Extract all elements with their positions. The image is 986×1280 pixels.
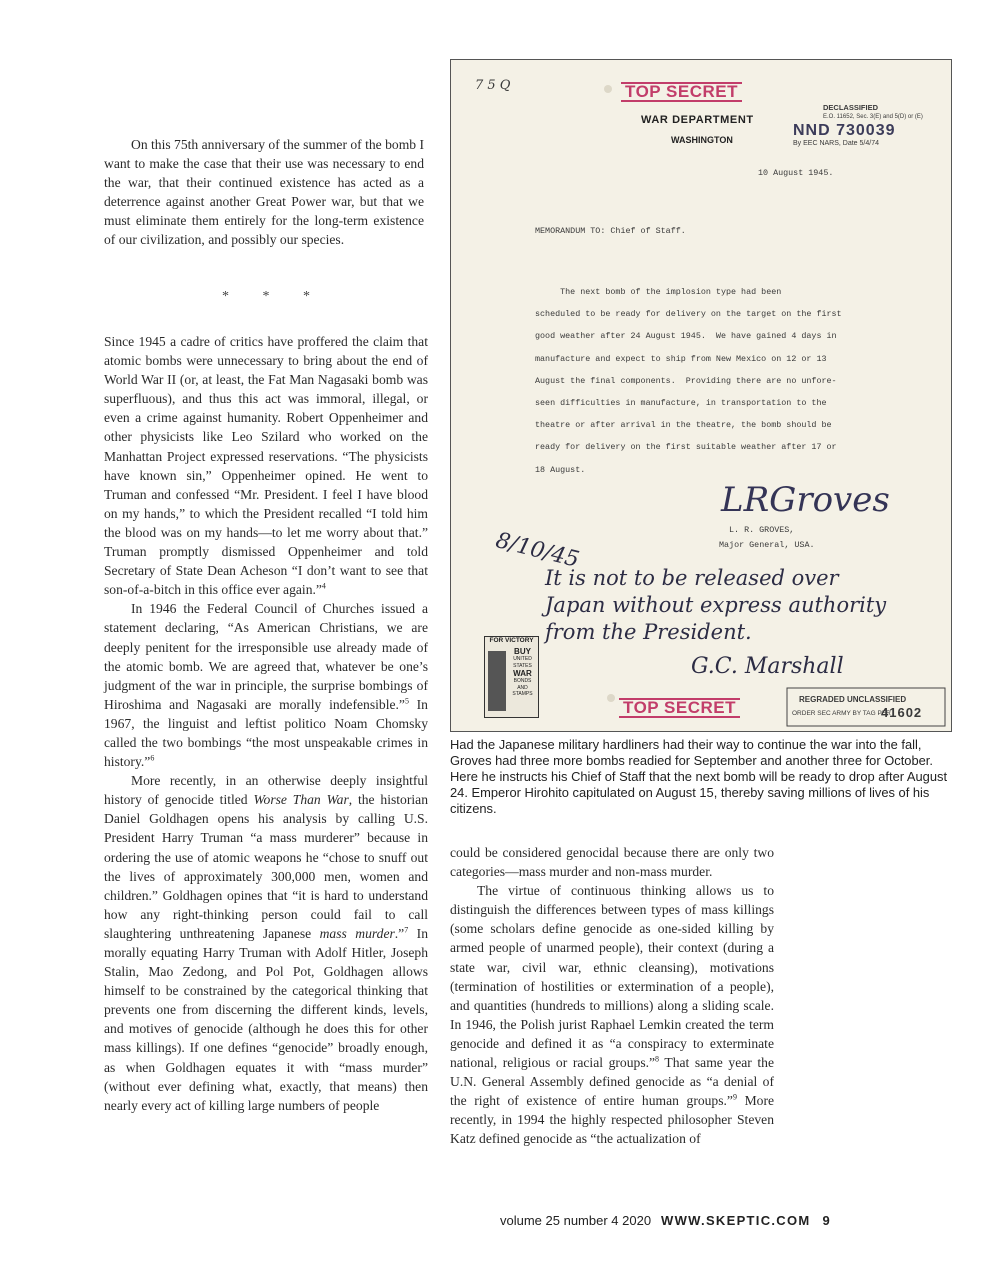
footnote-ref: 8 xyxy=(655,1054,660,1064)
top-secret-stamp-bottom: TOP SECRET xyxy=(619,698,740,718)
paragraph: could be considered genocidal because there are only two categories—mass murder and non-mass murder. xyxy=(450,845,774,880)
memo-to: MEMORANDUM TO: Chief of Staff. xyxy=(535,226,686,236)
department-heading: WAR DEPARTMENT xyxy=(641,114,754,126)
document-scan xyxy=(450,59,952,732)
signature-name: L. R. GROVES, xyxy=(729,525,795,535)
poster-line: STAMPS xyxy=(512,691,533,697)
paragraph xyxy=(104,332,428,599)
war-bonds-poster xyxy=(484,636,539,718)
issue-info: volume 25 number 4 2020 xyxy=(500,1213,652,1228)
handwritten-date: 8/10/45 xyxy=(493,528,582,573)
poster-line: BONDS xyxy=(513,678,532,684)
paragraph-text: More recently, in an otherwise deeply insightful history of genocide titled xyxy=(104,773,428,808)
declassified-label: DECLASSIFIED xyxy=(823,103,879,112)
section-separator xyxy=(222,289,340,305)
poster-line: BUY xyxy=(514,647,531,656)
paragraph-text: In morally equating Harry Truman with Adolf Hitler, Joseph Stalin, Mao Zedong, and Pol Pot, Goldhagen allows himself to be constrained by the categorical thinking that prevents one from discerning the different kinds, levels, and motives of genocide (although he does this for other mass killings). xyxy=(104,925,428,1056)
footnote-ref: 7 xyxy=(404,925,409,935)
separator-star: * xyxy=(222,289,229,304)
page-number: 9 xyxy=(822,1213,830,1228)
top-secret-stamp: TOP SECRET xyxy=(621,82,742,102)
by-line: By EEC NARS, Date 5/4/74 xyxy=(793,140,879,147)
footnote-ref: 5 xyxy=(404,696,409,706)
intro-paragraph xyxy=(104,135,424,250)
document-date: 10 August 1945. xyxy=(758,168,834,178)
poster-line: FOR VICTORY xyxy=(489,637,534,644)
footnote-ref: 9 xyxy=(732,1092,737,1102)
marshall-signature: G.C. Marshall xyxy=(691,654,844,679)
paragraph-text: The virtue of continuous thinking allows us to distinguish the differences between types of mass killings (some scholars define genocide as one-sided killing by armed people of unarmed people), their context (during a state war, civil war, ethnic cleansing), motivations (termination of hostilities or extermination of a people), and quantities (hundreds to millions) along a sliding scale. In 1946, the Polish jurist Raphael Lemkin created the term genocide and defined it as “a conspiracy to exterminate national, religious or racial groups.” xyxy=(450,883,774,1071)
paragraph-text: If one defines “genocide” broadly enough, as when Goldhagen equates it with “mass murder” (without ever defining what, exactly, that means) then nearly every act of killing large numbers of people xyxy=(104,1040,428,1113)
paragraph xyxy=(450,881,774,1148)
eo-line: E.O. 11652, Sec. 3(E) and 5(D) or (E) xyxy=(823,114,923,120)
soldier-figure xyxy=(488,651,506,711)
paragraph-text: Since 1945 a cadre of critics have proffered the claim that atomic bombs were unnecessary to bring about the end of World War II (or, at least, the Fat Man Nagasaki bomb was superfluous), and thus this act was immoral, illegal, or even a crime against humanity. Robert Oppenheimer and other physicists like Leo Szilard who worked on the Manhattan Project expressed reservations. “The physicists have known sin,” Oppenheimer opined. He went to Truman and confessed “Mr. President. I feel I have blood on my hands,” to which the President recalled “I told him the blood was on my hands—to let me worry about that.” Truman promptly dismissed Oppenheimer and told Secretary of State Dean Acheson “I don’t want to see that son-of-a-bitch in this office ever again.” xyxy=(104,334,428,598)
city-heading: WASHINGTON xyxy=(671,135,733,145)
quote-close: .” xyxy=(394,925,405,941)
footnote-ref: 4 xyxy=(321,581,326,591)
groves-signature: LRGroves xyxy=(721,480,890,520)
poster-line: WAR xyxy=(513,669,532,678)
paragraph xyxy=(104,599,428,771)
footnote-ref: 6 xyxy=(150,753,155,763)
left-column xyxy=(104,332,428,1115)
separator-star: * xyxy=(262,289,270,304)
handwritten-note: It is not to be released over Japan without express authority from the President. xyxy=(545,566,887,644)
paragraph xyxy=(104,771,428,1115)
nnd-number: NND 730039 xyxy=(793,122,896,139)
paragraph-text: More recently, in 1994 the highly respected philosopher Steven Katz defined genocide as “the actualization of xyxy=(450,1093,775,1147)
order-line: ORDER SEC ARMY BY TAG PER xyxy=(792,710,891,717)
emphasis: mass murder xyxy=(319,925,395,941)
site-link[interactable]: WWW.SKEPTIC.COM xyxy=(661,1213,811,1228)
poster-line: AND xyxy=(517,684,528,691)
memo-body: The next bomb of the implosion type had been scheduled to be ready for delivery on the target on the first good weather after 24 August 1945. We have gained 4 days in manufacture and expect to ship from New Mexico on 12 or 13 August the final components. Providing there are no unfore- seen difficulties in manufacture, in transportation to the theatre or after arrival in the theatre, the bomb should be ready for delivery on the first suitable weather after 17 or 18 August. xyxy=(535,287,842,475)
intro-text: On this 75th anniversary of the summer of the bomb I want to make the case that their use was necessary to end the war, that their continued existence has acted as a deterrence against another Great Power war, but that we must eliminate them entirely for the long-term existence of our civilization, and possibly our species. xyxy=(104,137,424,248)
order-number: 41602 xyxy=(881,705,923,720)
paragraph-text: In 1946 the Federal Council of Churches issued a statement declaring, “As American Christians, we are deeply penitent for the irresponsible use already made of the atomic bomb. We are agreed that, whatever be one’s judgment of the war in principle, the surprise bombings of Hiroshima and Nagasaki are morally indefensible.” xyxy=(104,601,428,712)
book-title: Worse Than War xyxy=(253,792,349,808)
regraded-label: REGRADED UNCLASSIFIED xyxy=(799,695,907,704)
page-footer xyxy=(500,1213,830,1228)
corner-mark: 7 5 Q xyxy=(475,78,511,93)
signature-title: Major General, USA. xyxy=(719,540,815,550)
image-caption: Had the Japanese military hardliners had their way to continue the war into the fall, Groves had three more bombs readied for September and another three for October. Here he instructs his Chief of Staff that the next bomb will be ready to drop after August 24. Emperor Hirohito capitulated on August 15, thereby saving millions of lives of his citizens. xyxy=(450,737,948,816)
paragraph-text: That same year the U.N. General Assembly defined genocide as “a denial of the right of existence of entire human groups.” xyxy=(450,1055,774,1109)
paragraph-text: , the historian Daniel Goldhagen opens his analysis by calling U.S. President Harry Truman “a mass murderer” because in ordering the use of atomic weapons he “chose to snuff out the lives of approximately 300,000 men, women and children.” Goldhagen opines that “it is hard to understand how any right-thinking person could fail to call slaughtering unthreatening Japanese xyxy=(104,792,428,941)
separator-star: * xyxy=(303,289,310,304)
paragraph-text: In 1967, the linguist and leftist politico Noam Chomsky called the two bombings “the most unspeakable crimes in history.” xyxy=(104,696,428,770)
poster-line: UNITED STATES xyxy=(513,656,532,669)
right-column xyxy=(450,843,774,1149)
